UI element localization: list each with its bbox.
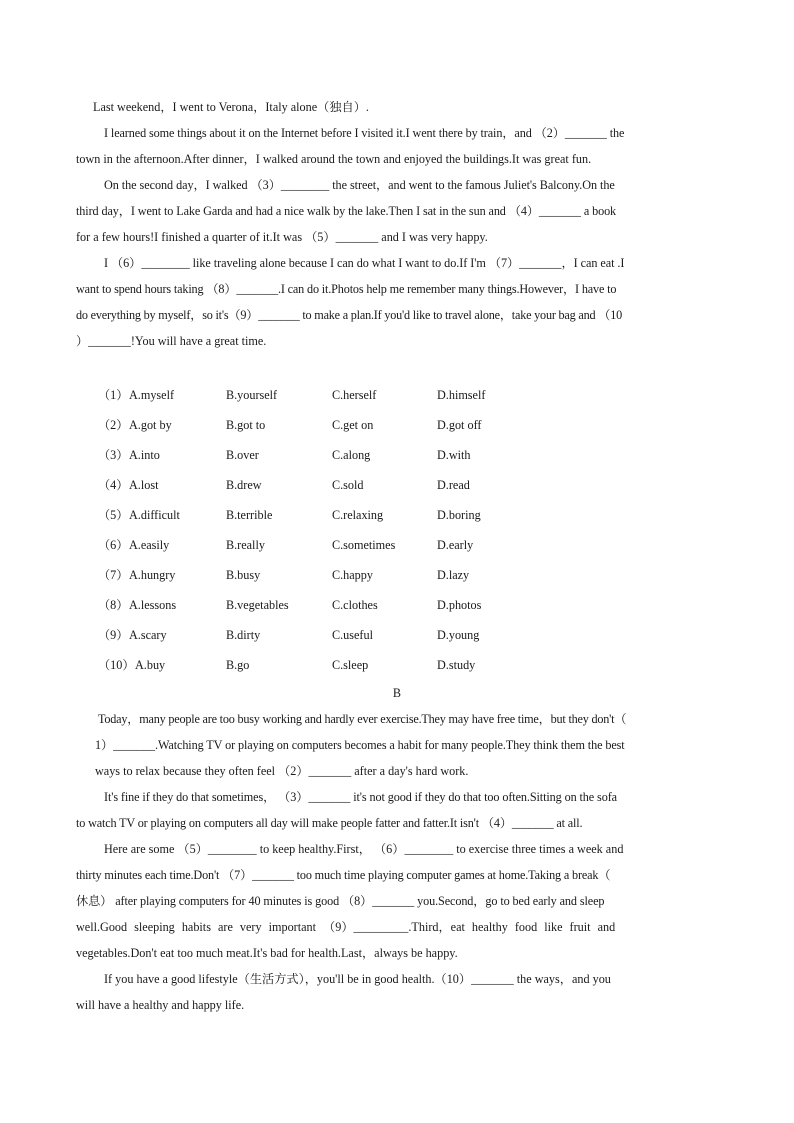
option-b[interactable]: B.really: [226, 538, 265, 552]
option-a[interactable]: A.buy: [135, 658, 166, 672]
option-c[interactable]: C.sold: [332, 478, 364, 492]
passage-b-line-10: vegetables.Don't eat too much meat.It's bad for health.Last，always be happy.: [76, 946, 458, 960]
option-d[interactable]: D.study: [437, 658, 476, 672]
option-b[interactable]: B.got to: [226, 418, 266, 432]
option-a[interactable]: A.easily: [129, 538, 170, 552]
option-a[interactable]: A.lost: [129, 478, 159, 492]
question-number: （2）: [98, 418, 129, 432]
question-number: （9）: [98, 628, 129, 642]
option-d[interactable]: D.got off: [437, 418, 482, 432]
passage-a-line-5: third day，I went to Lake Garda and had a nice walk by the lake.Then I sat in the sun and （4）_______ a book: [76, 204, 617, 218]
option-b[interactable]: B.drew: [226, 478, 262, 492]
passage-a-line-10: ）_______!You will have a great time.: [76, 334, 267, 348]
option-d[interactable]: D.read: [437, 478, 470, 492]
option-d[interactable]: D.photos: [437, 598, 482, 612]
question-number: （8）: [98, 598, 129, 612]
option-d[interactable]: D.himself: [437, 388, 486, 402]
option-b[interactable]: B.yourself: [226, 388, 278, 402]
passage-b-line-5: to watch TV or playing on computers all day will make people fatter and fatter.It isn't （4）_______ at all.: [76, 816, 583, 830]
option-b[interactable]: B.dirty: [226, 628, 261, 642]
passage-b-line-9: well.Good sleeping habits are very important （9）_________.Third，eat healthy food like fruit and: [76, 920, 616, 934]
question-number: （1）: [98, 388, 129, 402]
passage-b-line-8: 休息） after playing computers for 40 minutes is good （8）_______ you.Second，go to bed early and sleep: [76, 894, 605, 908]
option-c[interactable]: C.useful: [332, 628, 373, 642]
option-c[interactable]: C.clothes: [332, 598, 378, 612]
passage-b-line-2: 1）_______.Watching TV or playing on computers becomes a habit for many people.They think them the best: [95, 738, 625, 752]
option-b[interactable]: B.over: [226, 448, 259, 462]
option-a[interactable]: A.hungry: [129, 568, 176, 582]
option-a[interactable]: A.scary: [129, 628, 167, 642]
option-b[interactable]: B.vegetables: [226, 598, 289, 612]
passage-b-line-6: Here are some （5）________ to keep healthy.First， （6）________ to exercise three times a week and: [104, 842, 624, 856]
passage-a-line-6: for a few hours!I finished a quarter of it.It was （5）_______ and I was very happy.: [76, 230, 488, 244]
question-number: （7）: [98, 568, 129, 582]
option-d[interactable]: D.lazy: [437, 568, 470, 582]
option-c[interactable]: C.get on: [332, 418, 374, 432]
passage-a-line-7: I （6）________ like traveling alone because I can do what I want to do.If I'm （7）_______，I can eat .I: [104, 256, 625, 270]
passage-a-line-4: On the second day，I walked （3）________ the street，and went to the famous Juliet's Balcony.On the: [104, 178, 615, 192]
option-b[interactable]: B.go: [226, 658, 250, 672]
passage-a-line-2: I learned some things about it on the Internet before I visited it.I went there by train，and （2）_______ the: [104, 126, 625, 140]
question-number: （10）: [98, 658, 135, 672]
option-c[interactable]: C.happy: [332, 568, 373, 582]
option-d[interactable]: D.young: [437, 628, 480, 642]
question-number: （6）: [98, 538, 129, 552]
option-c[interactable]: C.along: [332, 448, 371, 462]
passage-a-line-8: want to spend hours taking （8）_______.I can do it.Photos help me remember many things.However，I have to: [76, 282, 617, 296]
passage-a-line-1: Last weekend，I went to Verona，Italy alone（独自）.: [93, 100, 369, 114]
passage-b-line-1: Today，many people are too busy working and hardly ever exercise.They may have free time，but they don't（: [98, 712, 627, 726]
question-number: （4）: [98, 478, 129, 492]
option-c[interactable]: C.sleep: [332, 658, 369, 672]
passage-a-line-9: do everything by myself，so it's（9）_______ to make a plan.If you'd like to travel alone，take your bag and （10: [76, 308, 623, 322]
passage-b-line-12: will have a healthy and happy life.: [76, 998, 245, 1012]
passage-b-line-11: If you have a good lifestyle（生活方式），you'll be in good health.（10）_______ the ways，and you: [104, 972, 611, 986]
option-b[interactable]: B.terrible: [226, 508, 273, 522]
option-d[interactable]: D.with: [437, 448, 471, 462]
option-a[interactable]: A.into: [129, 448, 160, 462]
option-a[interactable]: A.got by: [129, 418, 172, 432]
option-d[interactable]: D.boring: [437, 508, 481, 522]
option-b[interactable]: B.busy: [226, 568, 261, 582]
option-c[interactable]: C.sometimes: [332, 538, 396, 552]
passage-b-line-3: ways to relax because they often feel （2）_______ after a day's hard work.: [95, 764, 469, 778]
option-c[interactable]: C.relaxing: [332, 508, 384, 522]
passage-b-line-7: thirty minutes each time.Don't （7）_______ too much time playing computer games at home.Taking a break（: [76, 868, 611, 882]
option-a[interactable]: A.myself: [129, 388, 175, 402]
section-b-heading: B: [392, 686, 402, 700]
question-number: （5）: [98, 508, 129, 522]
passage-a-line-3: town in the afternoon.After dinner，I walked around the town and enjoyed the buildings.It was great fun.: [76, 152, 592, 166]
option-c[interactable]: C.herself: [332, 388, 377, 402]
passage-b-line-4: It's fine if they do that sometimes， （3）_______ it's not good if they do that too often.Sitting on the sofa: [104, 790, 617, 804]
question-number: （3）: [98, 448, 129, 462]
option-a[interactable]: A.lessons: [129, 598, 177, 612]
option-d[interactable]: D.early: [437, 538, 474, 552]
option-a[interactable]: A.difficult: [129, 508, 180, 522]
